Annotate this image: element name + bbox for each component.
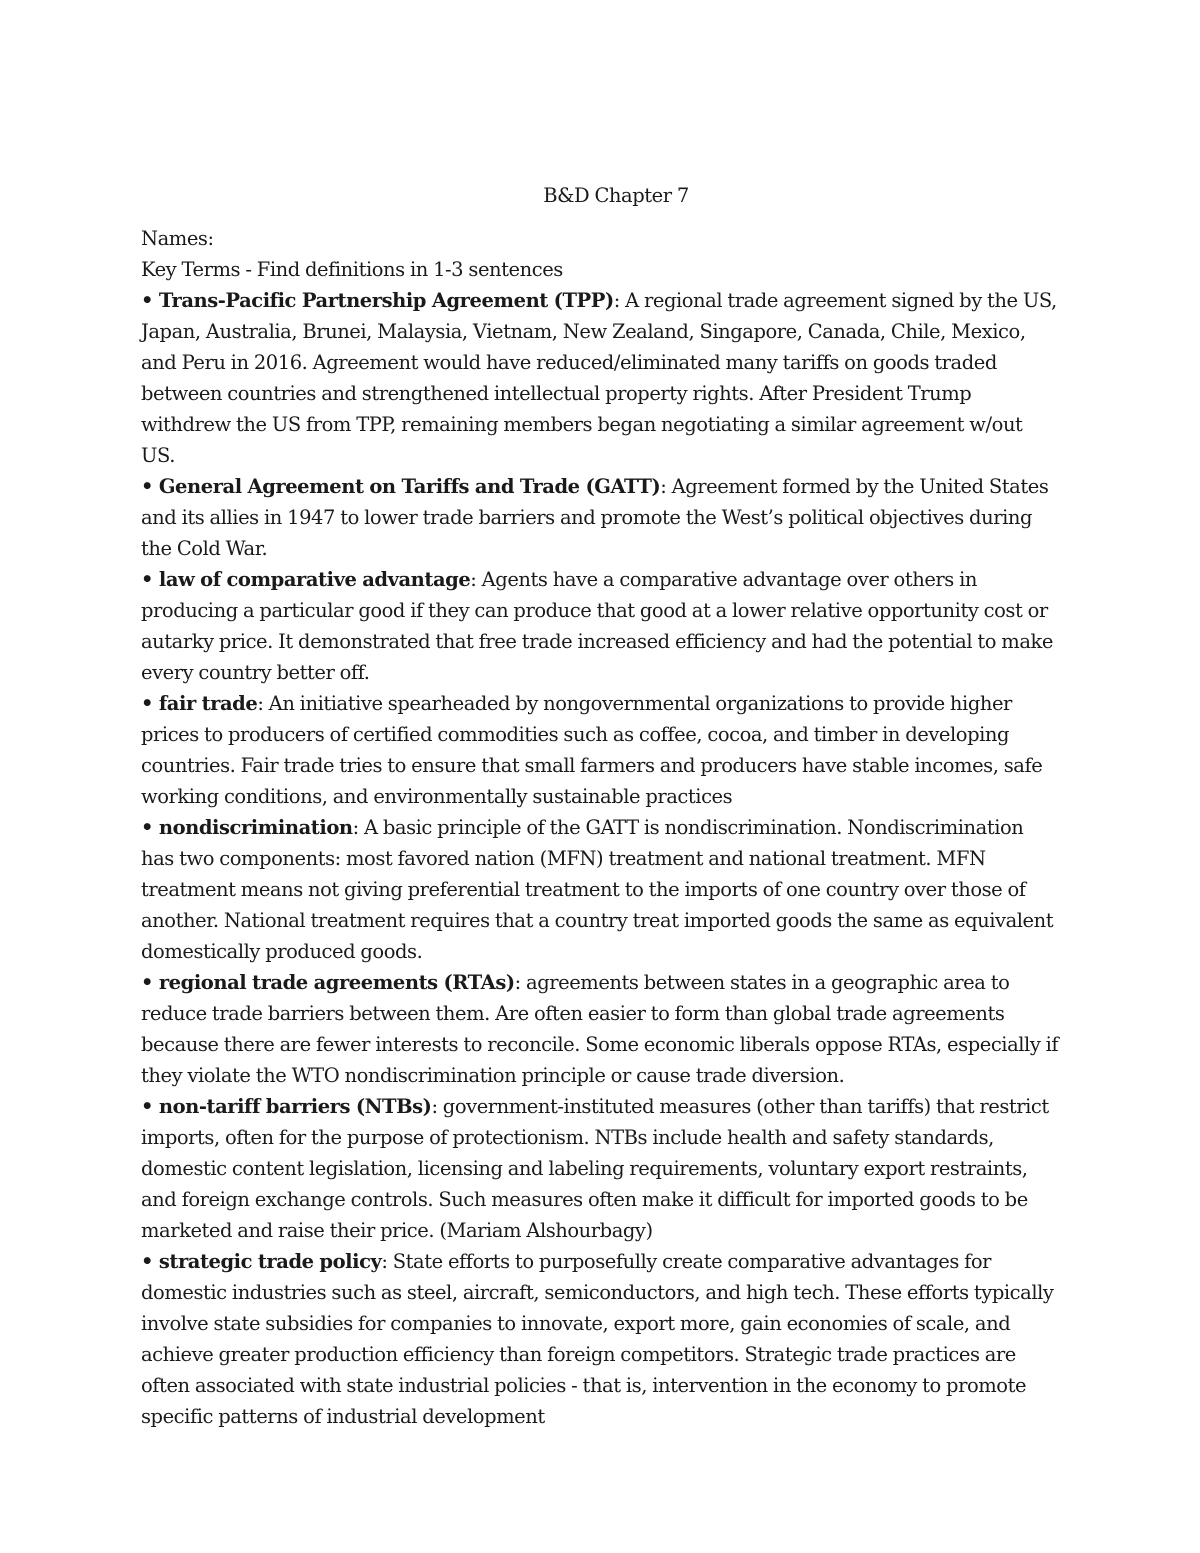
- term-nondiscrimination: [141, 812, 1061, 967]
- names-label: Names:: [141, 227, 214, 250]
- bullet-icon: •: [141, 475, 159, 498]
- term-definition: : Agreement formed by the United States and its allies in 1947 to lower trade barriers and promote the West’s political objectives during the Cold War.: [141, 475, 1049, 560]
- term-definition: : government-instituted measures (other than tariffs) that restrict imports, often for the purpose of protectionism. NTBs include health and safety standards, domestic content legislation, licensing and labeling requirements, voluntary export restraints, and foreign exchange controls. Such measures often make it difficult for imported goods to be marketed and raise their price. (Mariam Alshourbagy): [141, 1095, 1049, 1242]
- bullet-icon: •: [141, 1095, 159, 1118]
- term-definition: : Agents have a comparative advantage over others in producing a particular good if they can produce that good at a lower relative opportunity cost or autarky price. It demonstrated that free trade increased efficiency and had the potential to make every country better off.: [141, 568, 1053, 684]
- term-name: nondiscrimination: [158, 816, 353, 839]
- term-tpp: [141, 285, 1061, 471]
- term-definition: : agreements between states in a geographic area to reduce trade barriers between them. Are often easier to form than global trade agreements because there are fewer interests to reconcile. Some economic liberals oppose RTAs, especially if they violate the WTO nondiscrimination principle or cause trade diversion.: [141, 971, 1059, 1087]
- term-definition: : State efforts to purposefully create comparative advantages for domestic industries such as steel, aircraft, semiconductors, and high tech. These efforts typically involve state subsidies for companies to innovate, export more, gain economies of scale, and achieve greater production efficiency than foreign competitors. Strategic trade practices are often associated with state industrial policies - that is, intervention in the economy to promote specific patterns of industrial development: [141, 1250, 1054, 1428]
- bullet-icon: •: [141, 816, 159, 839]
- term-name: Trans-Pacific Partnership Agreement (TPP): [158, 289, 614, 312]
- term-name: strategic trade policy: [158, 1250, 382, 1273]
- term-name: fair trade: [158, 692, 258, 715]
- term-fair-trade: [141, 688, 1061, 812]
- bullet-icon: •: [141, 1250, 159, 1273]
- document-page: [141, 180, 1061, 1432]
- document-title: B&D Chapter 7: [543, 184, 689, 207]
- bullet-icon: •: [141, 568, 159, 591]
- bullet-icon: •: [141, 971, 159, 994]
- term-definition: : An initiative spearheaded by nongovernmental organizations to provide higher prices to producers of certified commodities such as coffee, cocoa, and timber in developing countries. Fair trade tries to ensure that small farmers and producers have stable incomes, safe working conditions, and environmentally sustainable practices: [141, 692, 1043, 808]
- term-definition: : A basic principle of the GATT is nondiscrimination. Nondiscrimination has two components: most favored nation (MFN) treatment and national treatment. MFN treatment means not giving preferential treatment to the imports of one country over those of another. National treatment requires that a country treat imported goods the same as equivalent domestically produced goods.: [141, 816, 1054, 963]
- term-name: General Agreement on Tariffs and Trade (GATT): [158, 475, 661, 498]
- term-comparative-advantage: [141, 564, 1061, 688]
- term-name: regional trade agreements (RTAs): [158, 971, 515, 994]
- term-name: non-tariff barriers (NTBs): [158, 1095, 432, 1118]
- bullet-icon: •: [141, 692, 159, 715]
- term-definition: : A regional trade agreement signed by the US, Japan, Australia, Brunei, Malaysia, Vietnam, New Zealand, Singapore, Canada, Chile, Mexico, and Peru in 2016. Agreement would have reduced/eliminated many tariffs on goods traded between countries and strengthened intellectual property rights. After President Trump withdrew the US from TPP, remaining members began negotiating a similar agreement w/out US.: [141, 289, 1057, 467]
- term-rtas: [141, 967, 1061, 1091]
- term-gatt: [141, 471, 1061, 564]
- term-name: law of comparative advantage: [158, 568, 471, 591]
- instructions: Key Terms - Find definitions in 1-3 sentences: [141, 258, 563, 281]
- bullet-icon: •: [141, 289, 159, 312]
- term-ntbs: [141, 1091, 1061, 1246]
- term-strategic-trade-policy: [141, 1246, 1061, 1432]
